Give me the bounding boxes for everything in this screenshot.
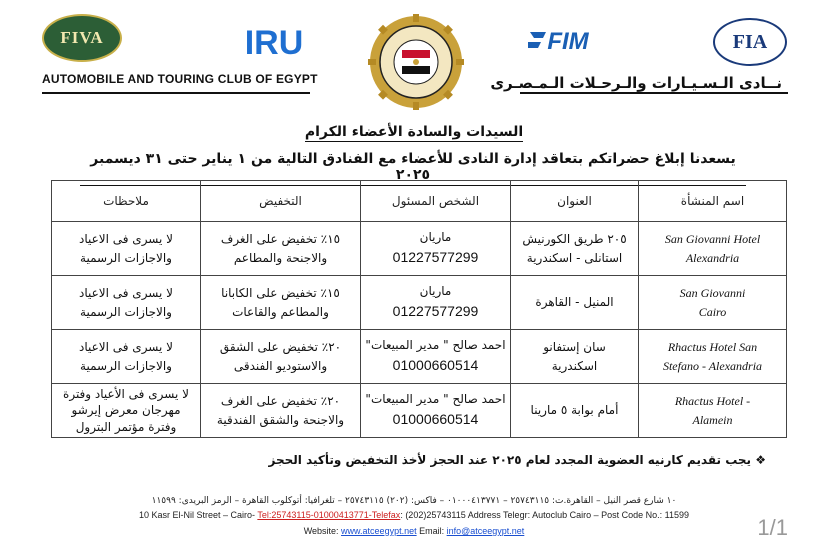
- header-hotel: اسم المنشأة: [639, 181, 787, 222]
- email-link[interactable]: info@atceegypt.net: [446, 526, 525, 536]
- notes-cell: لا يسرى فى الأعياد وفترة مهرجان معرض إيرشو وفترة مؤتمر البترول: [52, 384, 201, 438]
- contact-cell: ماريان 01227577299: [361, 276, 511, 330]
- salutation: السيدات والسادة الأعضاء الكرام: [304, 124, 524, 140]
- header-rule-left: [42, 92, 310, 94]
- letterhead: [0, 0, 828, 110]
- footer-address-english: 10 Kasr El-Nil Street – Cairo- Tel:25743115-01000413771-Telefax: (202)25743115 Address Telegr: Autoclub Cairo – Post Code No.: 11599: [138, 510, 690, 520]
- notes-cell: لا يسرى فى الاعياد والاجازات الرسمية: [52, 330, 201, 384]
- booking-note: ❖ يجب تقديم كارنيه العضوية المجدد لعام ٢٠٢٥ عند الحجز لأخذ التخفيض وتأكيد الحجز: [268, 453, 766, 467]
- table-row: [52, 330, 787, 384]
- address-cell: ٢٠٥ طريق الكورنيش استانلى - اسكندرية: [511, 222, 639, 276]
- discount-cell: ٢٠٪ تخفيض على الغرف والاجنحة والشقق الفندقية: [201, 384, 361, 438]
- club-name-english: AUTOMOBILE AND TOURING CLUB OF EGYPT: [42, 72, 318, 86]
- notes-cell: لا يسرى فى الاعياد والاجازات الرسمية: [52, 222, 201, 276]
- header-address: العنوان: [511, 181, 639, 222]
- hotel-name-cell: San Giovanni Hotel Alexandria: [639, 222, 787, 276]
- address-cell: سان إستفانو اسكندرية: [511, 330, 639, 384]
- notes-cell: لا يسرى فى الاعياد والاجازات الرسمية: [52, 276, 201, 330]
- table-header-row: [52, 181, 787, 222]
- website-link[interactable]: www.atceegypt.net: [341, 526, 417, 536]
- address-cell: المنيل - القاهرة: [511, 276, 639, 330]
- club-emblem: [368, 14, 464, 110]
- table-row: [52, 384, 787, 438]
- discount-cell: ١٥٪ تخفيض على الغرف والاجنحة والمطاعم: [201, 222, 361, 276]
- contact-cell: احمد صالح " مدير المبيعات" 01000660514: [361, 384, 511, 438]
- club-name-arabic: نــادى الـسـيـارات والـرحـلات الـمـصـرى: [490, 74, 782, 92]
- iru-logo-text: IRU: [244, 24, 304, 62]
- footer-web: Website: www.atceegypt.net Email: info@atceegypt.net: [303, 526, 525, 536]
- table-row: [52, 276, 787, 330]
- header-discount: التخفيض: [201, 181, 361, 222]
- fim-logo-text: FIM: [547, 28, 589, 54]
- contact-cell: ماريان 01227577299: [361, 222, 511, 276]
- contact-cell: احمد صالح " مدير المبيعات" 01000660514: [361, 330, 511, 384]
- fiva-logo: FIVA: [42, 14, 122, 62]
- fim-logo: [528, 26, 594, 54]
- discount-cell: ٢٠٪ تخفيض على الشقق والاستوديو الفندقى: [201, 330, 361, 384]
- hotels-table: [51, 180, 787, 438]
- phone-link[interactable]: Tel:25743115-01000413771-Telefax: [257, 510, 401, 520]
- iru-logo: [243, 22, 305, 62]
- header-contact: الشخص المسئول: [361, 181, 511, 222]
- address-cell: أمام بوابة ٥ مارينا: [511, 384, 639, 438]
- discount-cell: ١٥٪ تخفيض على الكابانا والمطاعم والقاعات: [201, 276, 361, 330]
- table-row: [52, 222, 787, 276]
- header-rule-right: [520, 92, 788, 94]
- announcement: يسعدنا إبلاغ حضراتكم بتعاقد إدارة النادى للأعضاء مع الفنادق التالية من ١ يناير حتى ٣١ ديسمبر ٢٠٢٥: [80, 151, 746, 186]
- footer-address-arabic: ١٠ شارع قصر النيل – القاهرة.ت: ٢٥٧٤٣١١٥ – ٠١٠٠٠٤١٣٧٧١ – فاكس: (٢٠٢) ٢٥٧٤٣١١٥ – تلغرافيا: أتوكلوب القاهرة – الرمز البريدى: ١١٥٩٩: [151, 496, 677, 506]
- header-notes: ملاحظات: [52, 181, 201, 222]
- fia-logo: FIA: [713, 18, 787, 66]
- hotel-name-cell: Rhactus Hotel San Stefano - Alexandria: [639, 330, 787, 384]
- hotel-name-cell: Rhactus Hotel - Alamein: [639, 384, 787, 438]
- hotel-name-cell: San Giovanni Cairo: [639, 276, 787, 330]
- page-number: 1/1: [757, 515, 788, 540]
